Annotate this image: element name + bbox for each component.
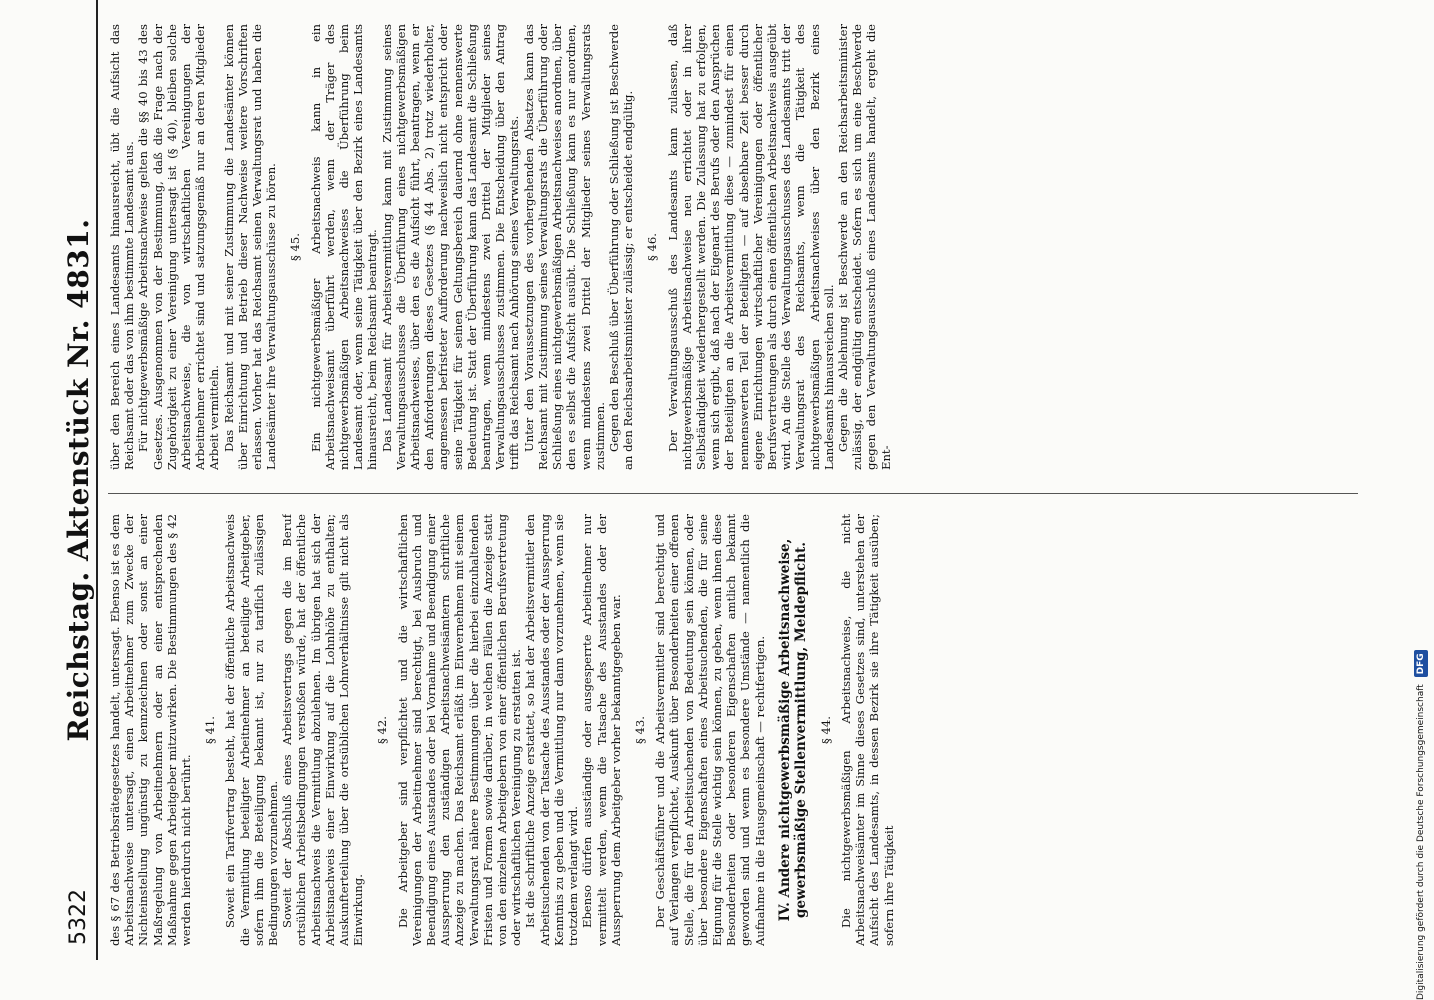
paragraph: Ist die schriftliche Anzeige erstattet, so hat der Arbeitsvermittler den Arbeitsuchenden von der Tatsache des Ausstandes oder der Aussperrung Kenntnis zu geben und die Vermittlung nur dann vorzunehmen, wenn sie trotzdem verlangt wird. (523, 514, 581, 946)
paragraph: Der Verwaltungsausschuß des Landesamts kann zulassen, daß nichtgewerbsmäßige Arbeitsnachweise neu errichtet oder in ihrer Selbständigkeit wiederhergestellt werden. Die Zulassung hat zu erfolgen, wenn sich ergibt, daß nach der Eigenart des Berufs oder den Ansprüchen der Beteiligten an die Arbeitsvermittlung diese — zumindest für einen nennenswerten Teil der Beteiligten — auf absehbare Zeit besser durch eigene Einrichtungen wirtschaftlicher Vereinigungen oder öffentlicher Berufsvertretungen als durch einen öffentlichen Arbeitsnachweis ausgeübt wird. An die Stelle des Verwaltungsausschusses des Landesamts tritt der Verwaltungsrat des Reichsamts, wenn die Tätigkeit des nichtgewerbsmäßigen Arbeitsnachweises über den Bezirk eines Landesamts hinausreichen soll. (665, 24, 836, 470)
section-number: § 44. (818, 716, 833, 744)
paragraph: Unter den Voraussetzungen des vorhergehenden Absatzes kann das Reichsamt mit Zustimmung seines Verwaltungsrats die Überführung oder Schließung eines nichtgewerbsmäßigen Arbeitsnachweises anordnen, über den es selbst die Aufsicht ausübt. Die Schließung kann es nur anordnen, wenn mindestens zwei Drittel der Mitglieder seines Verwaltungsrats zustimmen. (521, 24, 607, 470)
chapter-heading: IV. Andere nichtgewerbsmäßige Arbeitsnachweise, gewerbsmäßige Stellenvermittlung, Meldepflicht. (776, 538, 809, 922)
paragraph: Ein nichtgewerbsmäßiger Arbeitsnachweis kann in ein Arbeitsnachweisamt überführt werden, wenn der Träger des nichtgewerbsmäßigen Arbeitsnachweises die Überführung beim Landesamt oder, wenn seine Tätigkeit über den Bezirk eines Landesamts hinausreicht, beim Reichsamt beantragt. (308, 24, 380, 470)
section-number: § 46. (645, 233, 660, 261)
paragraph: des § 67 des Betriebsrätegesetzes handelt, untersagt. Ebenso ist es dem Arbeitsnachweise untersagt, einen Arbeitnehmer zum Zwecke der Nichteinstellung ungünstig zu kennzeichnen oder sonst an einer Maßregelung von Arbeitnehmern oder an einer entsprechenden Maßnahme gegen Arbeitgeber mitzuwirken. Die Bestimmungen des § 42 werden hierdurch nicht berührt. (108, 514, 194, 946)
paragraph: Die nichtgewerbsmäßigen Arbeitsnachweise, die nicht Arbeitsnachweisämter im Sinne dieses Gesetzes sind, unterstehen der Aufsicht des Landesamts, in dessen Bezirk sie ihre Tätigkeit ausüben; sofern ihre Tätigkeit (838, 514, 896, 946)
paragraph: Ebenso dürfen ausständige oder ausgesperrte Arbeitnehmer nur vermittelt werden, wenn die Tatsache des Ausstandes oder der Aussperrung dem Arbeitgeber vorher bekanntgegeben war. (580, 514, 623, 946)
section-number: § 43. (632, 716, 647, 744)
paragraph: Soweit ein Tarifvertrag besteht, hat der öffentliche Arbeitsnachweis die Vermittlung beteiligter Arbeitnehmer an beteiligte Arbeitgeber, sofern ihm die Beteiligung bekannt ist, nur zu tariflich zulässigen Bedingungen vorzunehmen. (223, 514, 281, 946)
section-number: § 42. (375, 716, 390, 744)
credit-text-rotated (1411, 0, 1431, 1000)
paragraph: Die Arbeitgeber sind verpflichtet und die wirtschaftlichen Vereinigungen der Arbeitnehmer sind berechtigt, bei Ausbruch und Beendigung eines Ausstandes oder bei Vornahme und Beendigung einer Aussperrung den zuständigen Arbeitsnachweisämtern schriftliche Anzeige zu machen. Das Reichsamt erläßt im Einvernehmen mit seinem Verwaltungsrat nähere Bestimmungen über die hierbei einzuhaltenden Fristen und Formen sowie darüber, in welchen Fällen die Anzeige statt von den einzelnen Arbeitgebern von einer öffentlichen Berufsvertretung oder wirtschaftlichen Vereinigung zu erstatten ist. (395, 514, 524, 946)
paragraph: Für nichtgewerbsmäßige Arbeitsnachweise gelten die §§ 40 bis 43 des Gesetzes. Ausgenommen von der Bestimmung, daß die Frage nach der Zugehörigkeit zu einer Vereinigung untersagt ist (§ 40), bleiben solche Arbeitsnachweise, die von wirtschaftlichen Vereinigungen der Arbeitnehmer errichtet sind und satzungsgemäß nur an deren Mitglieder Arbeit vermitteln. (136, 24, 222, 470)
section-number: § 45. (288, 233, 303, 261)
section-number: § 41. (203, 716, 218, 744)
paragraph: Soweit der Abschluß eines Arbeitsvertrags gegen die im Beruf ortsüblichen Arbeitsbedingungen verstoßen würde, hat der öffentliche Arbeitsnachweis die Vermittlung abzulehnen. Im übrigen hat sich der Arbeitsnachweis einer Einwirkung auf die Lohnhöhe zu enthalten; Auskunfterteilung über die ortsüblichen Lohnverhältnisse gilt nicht als Einwirkung. (280, 514, 366, 946)
digitization-credit (1411, 0, 1431, 1000)
left-column (108, 514, 1358, 946)
page-number: 5322 (66, 889, 91, 945)
header-rule (96, 0, 98, 960)
paragraph: Gegen den Beschluß über Überführung oder Schließung ist Beschwerde an den Reichsarbeitsminister zulässig; er entscheidet endgültig. (606, 24, 636, 470)
dfg-logo: DFG (1414, 650, 1428, 677)
right-column (108, 24, 1358, 470)
page-title: Reichstag. Aktenstück Nr. 4831. (62, 218, 95, 742)
page-header (58, 0, 98, 960)
paragraph: Gegen die Ablehnung ist Beschwerde an den Reichsarbeitsminister zulässig, der endgültig entscheidet. Sofern es sich um eine Beschwerde gegen den Verwaltungsausschuß eines Landesamts handelt, ergeht die Ent- (835, 24, 893, 470)
paragraph: Das Reichsamt und mit seiner Zustimmung die Landesämter können über Einrichtung und Betrieb dieser Nachweise weitere Vorschriften erlassen. Vorher hat das Reichsamt seinen Verwaltungsrat und haben die Landesämter ihre Verwaltungsausschüsse zu hören. (221, 24, 279, 470)
credit-text: Digitalisierung gefördert durch die Deutsche Forschungsgemeinschaft (1416, 684, 1426, 1000)
paragraph: Das Landesamt für Arbeitsvermittlung kann mit Zustimmung seines Verwaltungsausschusses die Überführung eines nichtgewerbsmäßigen Arbeitsnachweises, über den es die Aufsicht führt, beantragen, wenn er den Anforderungen dieses Gesetzes (§ 44 Abs. 2) trotz wiederholter, angemessen befristeter Aufforderung nachweislich nicht entspricht oder seine Tätigkeit für seinen Geltungsbereich dauernd ohne nennenswerte Bedeutung ist. Statt der Überführung kann das Landesamt die Schließung beantragen, wenn mindestens zwei Drittel der Mitglieder seines Verwaltungsausschusses zustimmen. Die Entscheidung über den Antrag trifft das Reichsamt nach Anhörung seines Verwaltungsrats. (379, 24, 522, 470)
column-divider (108, 493, 1358, 494)
paragraph: Der Geschäftsführer und die Arbeitsvermittler sind berechtigt und auf Verlangen verpflichtet, Auskunft über Besonderheiten einer offenen Stelle, die für den Arbeitsuchenden von Bedeutung sein können, oder über besondere Eigenschaften eines Arbeitsuchenden, die für seine Eignung für die Stelle wichtig sein können, zu geben, wenn ihnen diese Besonderheiten oder besonderen Eigenschaften amtlich bekannt geworden sind und wenn es besondere Umstände — namentlich die Aufnahme in die Hausgemeinschaft — rechtfertigen. (653, 514, 767, 946)
paragraph: über den Bereich eines Landesamts hinausreicht, übt die Aufsicht das Reichsamt oder das von ihm bestimmte Landesamt aus. (108, 24, 137, 470)
